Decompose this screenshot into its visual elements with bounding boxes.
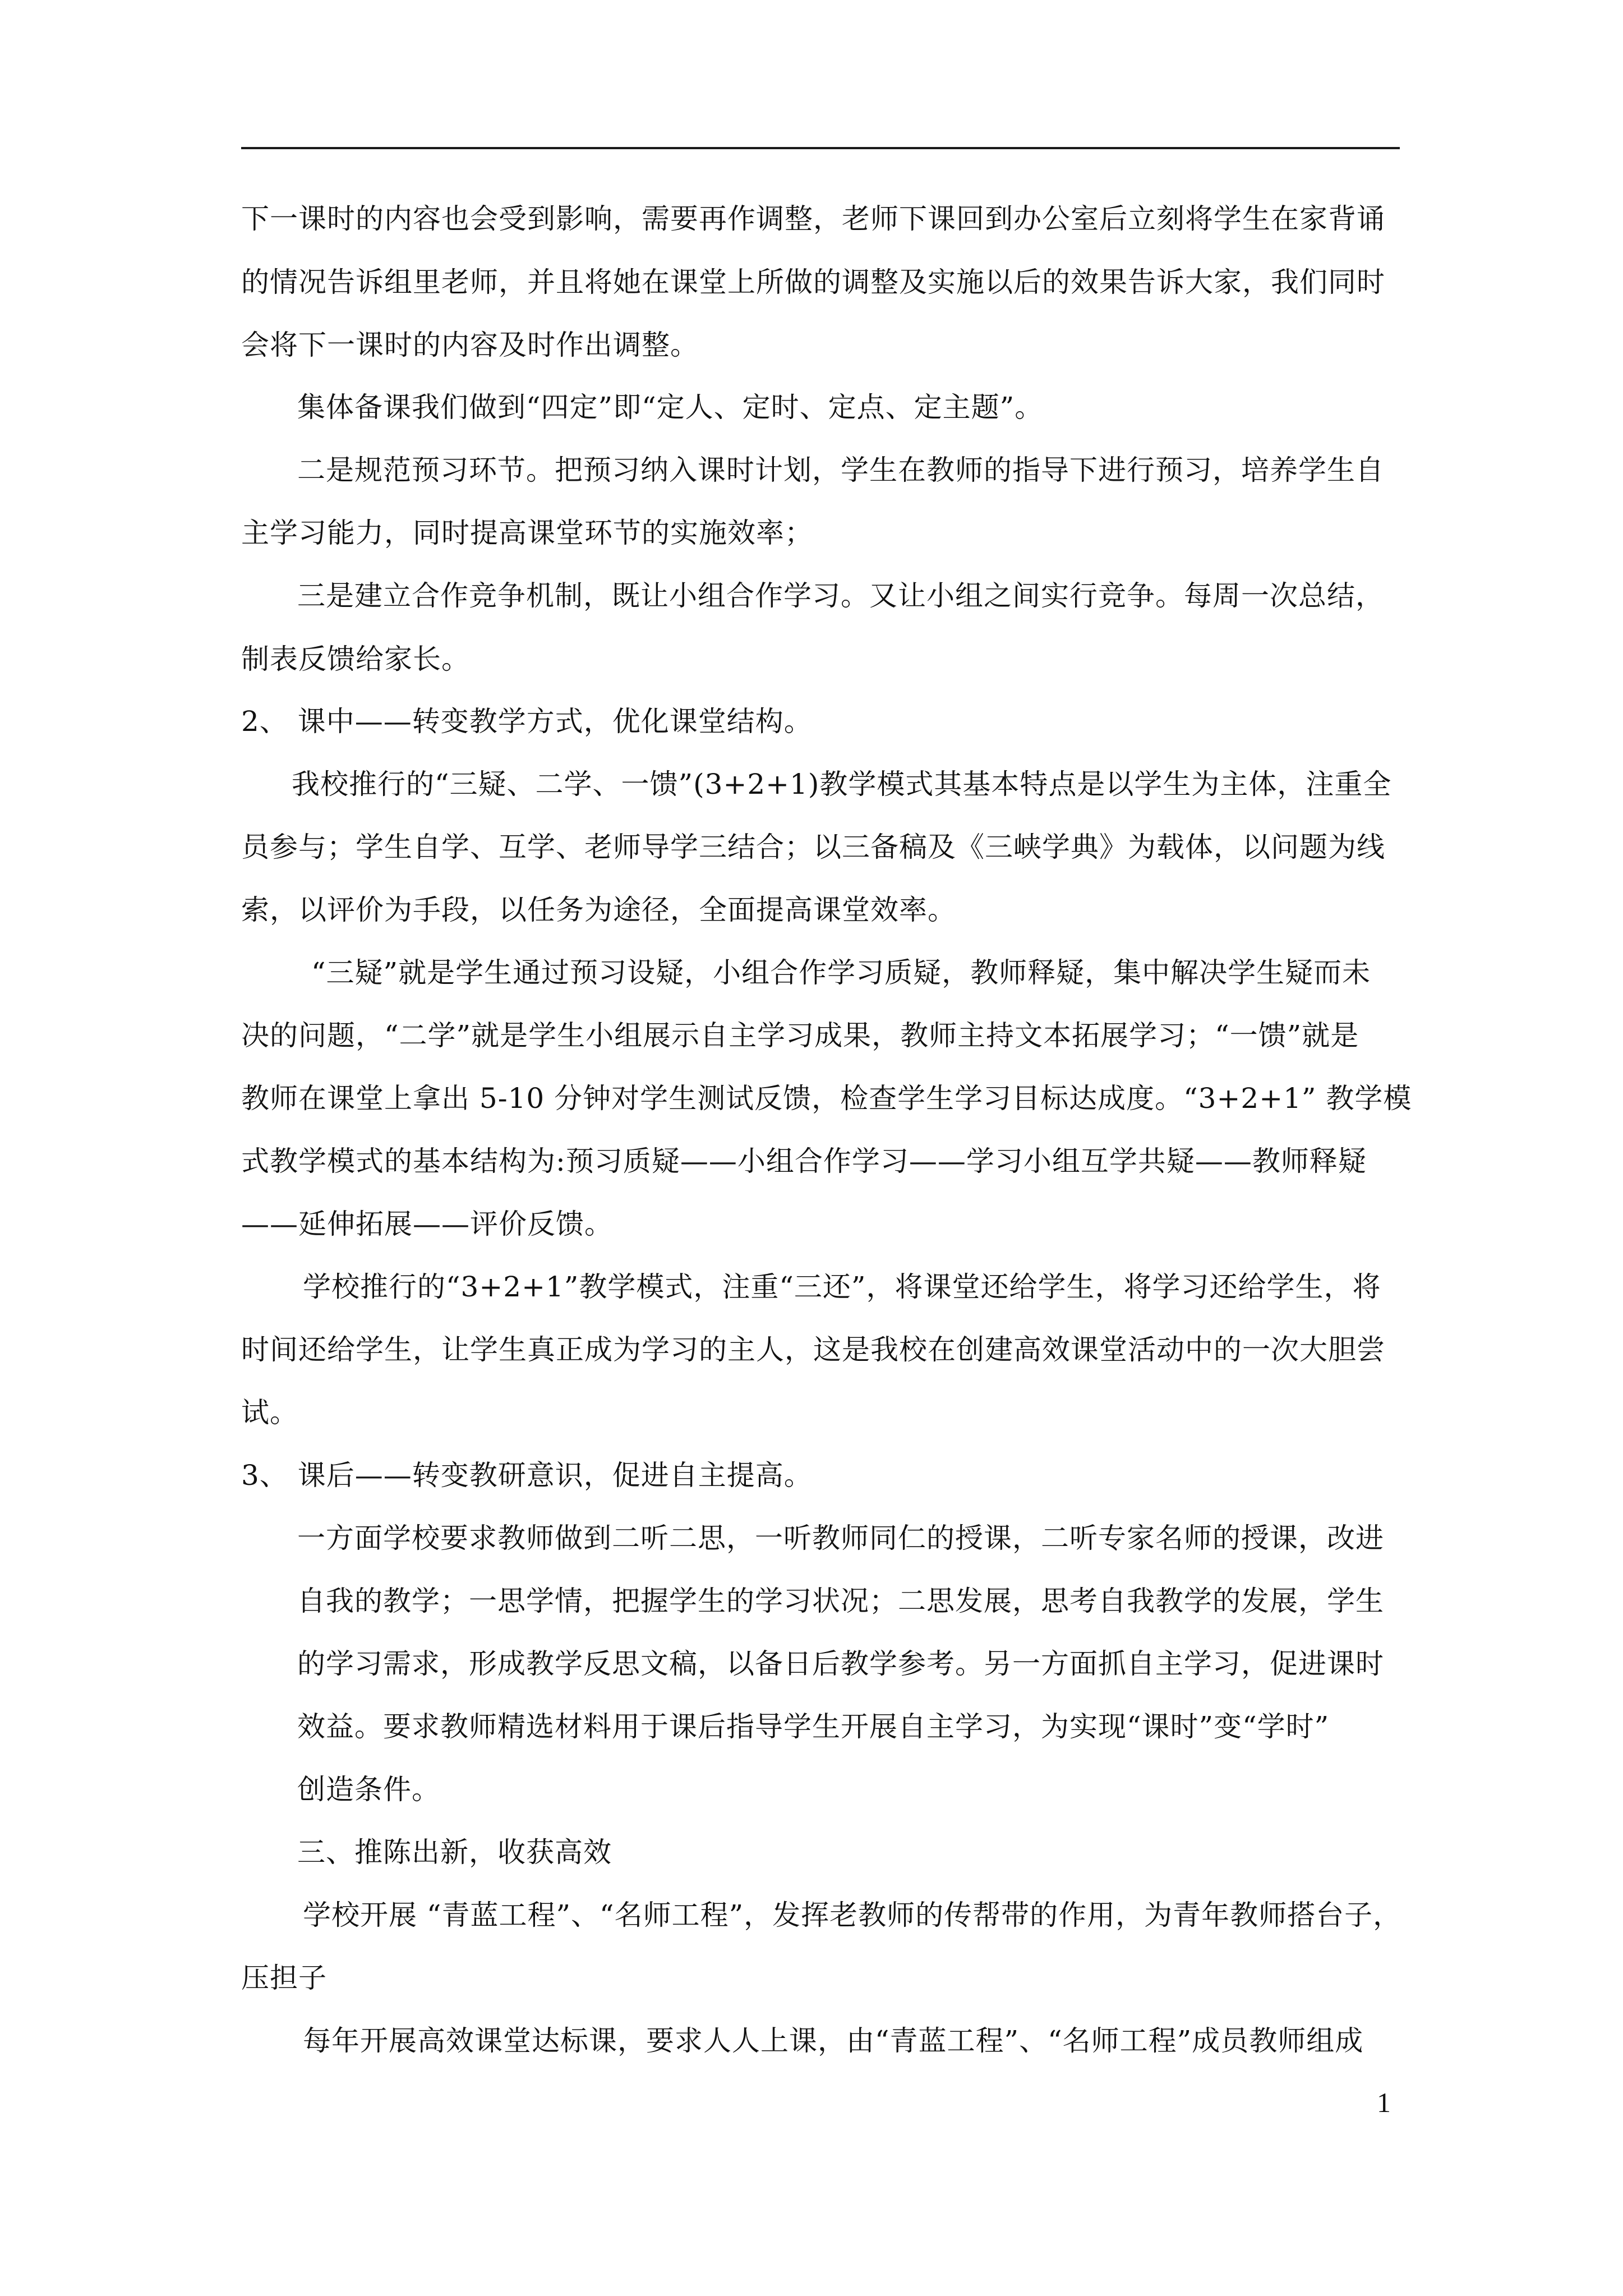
text-line: “三疑”就是学生通过预习设疑，小组合作学习质疑，教师释疑，集中解决学生疑而未 [311, 956, 1371, 989]
page-number: 1 [1377, 2087, 1391, 2118]
text-line: 式教学模式的基本结构为:预习质疑——小组合作学习——学习小组互学共疑——教师释疑 [241, 1145, 1367, 1177]
text-line: 效益。要求教师精选材料用于课后指导学生开展自主学习，为实现“课时”变“学时” [297, 1710, 1330, 1743]
text-line: 一方面学校要求教师做到二听二思，一听教师同仁的授课，二听专家名师的授课，改进 [297, 1522, 1384, 1554]
text-line: 创造条件。 [297, 1773, 440, 1806]
text-line: 的学习需求，形成教学反思文稿，以备日后教学参考。另一方面抓自主学习，促进课时 [297, 1648, 1384, 1680]
text-line: 教师在课堂上拿出 5-10 分钟对学生测试反馈，检查学生学习目标达成度。“3+2+1” 教学模 [241, 1082, 1412, 1115]
text-line: 索，以评价为手段，以任务为途径，全面提高课堂效率。 [241, 894, 956, 926]
section-heading: 3、 课后——转变教研意识，促进自主提高。 [241, 1459, 813, 1492]
text-line: 集体备课我们做到“四定”即“定人、定时、定点、定主题”。 [297, 391, 1044, 424]
text-line: 我校推行的“三疑、二学、一馈”(3+2+1)教学模式其基本特点是以学生为主体，注重全 [292, 768, 1392, 800]
text-line: 学校开展 “青蓝工程”、“名师工程”，发挥老教师的传帮带的作用，为青年教师搭台子， [303, 1899, 1402, 1931]
text-line: 压担子 [241, 1962, 327, 1994]
text-line: 的情况告诉组里老师，并且将她在课堂上所做的调整及实施以后的效果告诉大家，我们同时 [241, 266, 1385, 298]
text-line: 下一课时的内容也会受到影响，需要再作调整，老师下课回到办公室后立刻将学生在家背诵 [241, 203, 1385, 235]
text-line: 试。 [241, 1396, 298, 1429]
header-rule [241, 147, 1400, 149]
section-heading: 三、推陈出新，收获高效 [297, 1836, 612, 1869]
text-line: 主学习能力，同时提高课堂环节的实施效率； [241, 517, 813, 549]
text-line: 学校推行的“3+2+1”教学模式，注重“三还”，将课堂还给学生，将学习还给学生，将 [303, 1271, 1381, 1303]
text-line: 制表反馈给家长。 [241, 643, 470, 675]
text-line: 会将下一课时的内容及时作出调整。 [241, 329, 699, 361]
text-line: ——延伸拓展——评价反馈。 [241, 1208, 613, 1240]
text-line: 决的问题，“二学”就是学生小组展示自主学习成果，教师主持文本拓展学习；“一馈”就是 [241, 1019, 1359, 1052]
text-line: 三是建立合作竞争机制，既让小组合作学习。又让小组之间实行竞争。每周一次总结， [297, 579, 1384, 612]
text-line: 二是规范预习环节。把预习纳入课时计划，学生在教师的指导下进行预习，培养学生自 [297, 454, 1384, 486]
text-line: 时间还给学生，让学生真正成为学习的主人，这是我校在创建高效课堂活动中的一次大胆尝 [241, 1333, 1385, 1366]
text-line: 员参与；学生自学、互学、老师导学三结合；以三备稿及《三峡学典》为载体，以问题为线 [241, 831, 1385, 863]
text-line: 每年开展高效课堂达标课，要求人人上课，由“青蓝工程”、“名师工程”成员教师组成 [303, 2024, 1364, 2057]
text-line: 自我的教学；一思学情，把握学生的学习状况；二思发展，思考自我教学的发展，学生 [297, 1585, 1384, 1617]
section-heading: 2、 课中——转变教学方式，优化课堂结构。 [241, 705, 813, 738]
